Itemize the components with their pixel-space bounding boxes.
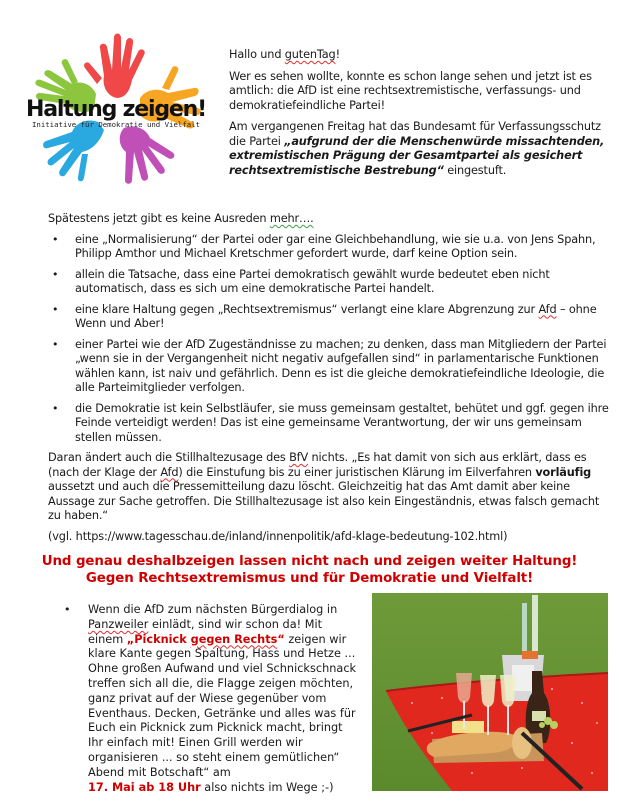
event-section	[60, 603, 360, 801]
intro-paragraph-1: Wer es sehen wollte, konnte es schon lange sehen und jetzt ist es amtlich: die AfD ist eine rechtsextremistische, verfassungs- und demokratiefeindliche Partei!	[229, 69, 592, 112]
intro-paragraph-2: Am vergangenen Freitag hat das Bundesamt für Verfassungsschutz die Partei „aufgrund der die Menschenwürde missachtenden, extremistischen Prägung der Gesamtpartei als gesichert rechtsextremistische Bestrebung“ eingestuft.	[229, 120, 605, 177]
intro-section	[229, 48, 614, 185]
greeting: Hallo und gutenTag!	[229, 48, 340, 61]
lead-sentence: Spätestens jetzt gibt es keine Ausreden mehr….	[48, 212, 314, 225]
hands-logo-icon	[22, 18, 212, 198]
list-item: • allein die Tatsache, dass eine Partei demokratisch gewählt wurde bedeutet eben nicht automatisch, dass es sich um eine demokratische Partei handelt.	[48, 268, 613, 297]
bfv-quote: „aufgrund der die Menschenwürde missachtenden, extremistischen Prägung der Gesamtpartei als gesichert rechtsextremistische Bestrebung“	[229, 134, 605, 177]
list-item: • die Demokratie ist kein Selbstläufer, sie muss gemeinsam gestaltet, behütet und ggf. gegen ihre Feinde verteidigt werden! Das ist eine gemeinsame Verantwortung, der wir uns gemeinsam stellen müssen.	[48, 402, 613, 446]
stillhalte-paragraph: Daran ändert auch die Stillhaltezusage des BfV nichts. „Es hat damit von sich aus erklärt, dass es (nach der Klage der Afd) die Einstufung bis zu einer juristischen Klärung im Eilverfahren vorläufig aussetzt und auch die Pressemitteilung dazu löscht. Gleichzeitig hat das Amt damit aber keine Aussage zur Sache getroffen. Die Stillhaltezusage ist also kein Eingeständnis, etwas falsch gemacht zu haben.“	[48, 451, 600, 522]
blue-hand-icon	[43, 120, 104, 181]
main-section	[48, 212, 613, 550]
event-description: • Wenn die AfD zum nächsten Bürgerdialog in Panzweiler einlädt, sind wir schon da! Mit einem „Picknick gegen Rechts“ zeigen wir klare Kante gegen Spaltung, Hass und Hetze ... Ohne großen Aufwand und viel Schnickschnack treffen sich all die, die Flagge zeigen möchten, ganz privat auf der Wiese gegenüber vom Eventhaus. Decken, Getränke und alles was für Euch ein Picknick zum Picknick macht, bringt Ihr einfach mit! Einen Grill werden wir organisieren ... so steht einem gemütlichen“ Abend mit Botschaft“ am 17. Mai ab 18 Uhr also nichts im Wege ;-)	[60, 603, 360, 795]
source-citation: (vgl. https://www.tagesschau.de/inland/innenpolitik/afd-klage-bedeutung-102.html)	[48, 529, 508, 543]
list-item: • eine „Normalisierung“ der Partei oder gar eine Gleichbehandlung, wie sie u.a. von Jens Spahn, Philipp Amthor und Michael Kretschmer gefordert wurde, darf keine Option sein.	[48, 233, 613, 262]
red-hand-icon	[84, 34, 145, 99]
headline-line-1: Und genau deshalbzeigen lassen nicht nach und zeigen weiter Haltung!	[41, 554, 578, 569]
picnic-image-icon	[372, 593, 608, 791]
list-item: • eine klare Haltung gegen „Rechtsextremismus“ verlangt eine klare Abgrenzung zur Afd – ohne Wenn und Aber!	[48, 303, 613, 332]
headline	[0, 554, 619, 587]
purple-hand-icon	[120, 126, 175, 183]
logo	[22, 18, 212, 198]
headline-line-2: Gegen Rechtsextremismus und für Demokratie und Vielfalt!	[85, 570, 534, 586]
picnic-photo	[372, 593, 608, 791]
list-item: • einer Partei wie der AfD Zugeständnisse zu machen; zu denken, dass man Mitgliedern der Partei „wenn sie in der Vergangenheit nicht negativ aufgefallen sind“ in parlamentarische Funktionen wählen kann, ist naiv und gefährlich. Denn es ist die gleiche demokratiefeindliche Ideologie, die alle Parteimitglieder verfolgen.	[48, 338, 613, 396]
logo-title: Haltung zeigen!	[26, 97, 206, 122]
event-date: 17. Mai ab 18 Uhr	[88, 780, 201, 794]
greeting-word: gutenTag	[284, 48, 336, 61]
logo-subtitle: Initiative für Demokratie und Vielfalt	[32, 120, 200, 129]
argument-list	[48, 233, 613, 446]
